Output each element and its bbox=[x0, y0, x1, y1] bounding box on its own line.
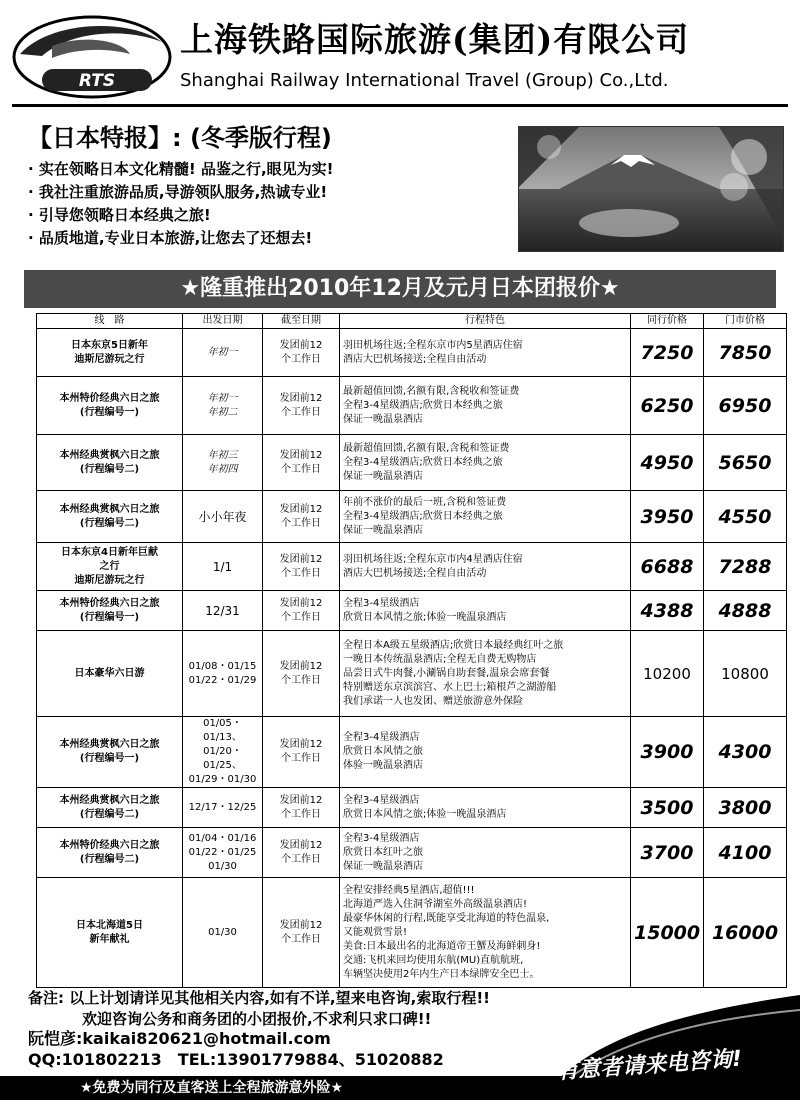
column-header: 行程特色 bbox=[340, 314, 631, 329]
table-row bbox=[37, 329, 787, 377]
column-header: 出发日期 bbox=[183, 314, 263, 329]
cutoff-cell: 发团前12 个工作日 bbox=[263, 631, 340, 717]
company-name-cn: 上海铁路国际旅游(集团)有限公司 bbox=[180, 20, 690, 59]
peer-price-cell: 3500 bbox=[631, 788, 704, 828]
cutoff-cell: 发团前12 个工作日 bbox=[263, 591, 340, 631]
promo-bullet: · 品质地道,专业日本旅游,让您去了还想去! bbox=[28, 227, 334, 250]
table-row bbox=[37, 435, 787, 491]
peer-price-cell: 7250 bbox=[631, 329, 704, 377]
table-row bbox=[37, 591, 787, 631]
retail-price-cell: 4300 bbox=[704, 717, 787, 788]
table-row bbox=[37, 878, 787, 988]
promo-banner: ★隆重推出2010年12月及元月日本团报价★ bbox=[24, 270, 776, 308]
contact-info bbox=[28, 1028, 444, 1070]
cutoff-cell: 发团前12 个工作日 bbox=[263, 435, 340, 491]
table-row bbox=[37, 543, 787, 591]
route-cell: 本州特价经典六日之旅 (行程编号一) bbox=[37, 591, 183, 631]
retail-price-cell: 6950 bbox=[704, 377, 787, 435]
route-cell: 本州经典赏枫六日之旅 (行程编号一) bbox=[37, 717, 183, 788]
table-row bbox=[37, 788, 787, 828]
feature-cell: 全程3-4星级酒店 欣赏日本风情之旅 体验一晚温泉酒店 bbox=[340, 717, 631, 788]
retail-price-cell: 4888 bbox=[704, 591, 787, 631]
feature-cell: 全程日本A级五星级酒店;欣赏日本最经典红叶之旅 一晚日本传统温泉酒店;全程无自费无购物店 品尝日式牛肉餐,小涮锅自助套餐,温泉会席套餐 特别赠送东京滨滨宫、水上巴士;箱根芦之湖游船 我们承诺一人也发团、赠送旅游意外保险 bbox=[340, 631, 631, 717]
route-cell: 本州特价经典六日之旅 (行程编号一) bbox=[37, 377, 183, 435]
header bbox=[0, 0, 800, 112]
promo-bullet: · 实在领略日本文化精髓! 品鉴之行,眼见为实! bbox=[28, 158, 334, 181]
mount-fuji-photo bbox=[518, 126, 784, 252]
peer-price-cell: 3900 bbox=[631, 717, 704, 788]
peer-price-cell: 4950 bbox=[631, 435, 704, 491]
rts-logo bbox=[12, 14, 172, 100]
retail-price-cell: 5650 bbox=[704, 435, 787, 491]
retail-price-cell: 7850 bbox=[704, 329, 787, 377]
contact-qq-tel: QQ:101802213 TEL:13901779884、51020882 bbox=[28, 1050, 444, 1069]
date-cell: 12/31 bbox=[183, 591, 263, 631]
route-cell: 日本东京4日新年巨献 之行 迪斯尼游玩之行 bbox=[37, 543, 183, 591]
company-name-en: Shanghai Railway International Travel (Group) Co.,Ltd. bbox=[180, 70, 669, 91]
column-header: 截至日期 bbox=[263, 314, 340, 329]
date-cell: 01/08・01/15 01/22・01/29 bbox=[183, 631, 263, 717]
retail-price-cell: 16000 bbox=[704, 878, 787, 988]
price-table bbox=[36, 313, 787, 988]
date-cell: 1/1 bbox=[183, 543, 263, 591]
header-divider bbox=[12, 104, 788, 107]
column-header: 门市价格 bbox=[704, 314, 787, 329]
cutoff-cell: 发团前12 个工作日 bbox=[263, 878, 340, 988]
feature-cell: 全程3-4星级酒店 欣赏日本红叶之旅 保证一晚温泉酒店 bbox=[340, 828, 631, 878]
cutoff-cell: 发团前12 个工作日 bbox=[263, 329, 340, 377]
date-cell: 01/30 bbox=[183, 878, 263, 988]
cutoff-cell: 发团前12 个工作日 bbox=[263, 543, 340, 591]
route-cell: 本州经典赏枫六日之旅 (行程编号二) bbox=[37, 788, 183, 828]
retail-price-cell: 4550 bbox=[704, 491, 787, 543]
feature-cell: 全程3-4星级酒店 欣赏日本风情之旅;体验一晚温泉酒店 bbox=[340, 591, 631, 631]
remarks-line-2: 欢迎咨询公务和商务团的小团报价,不求利只求口碑!! bbox=[82, 1010, 432, 1028]
peer-price-cell: 6250 bbox=[631, 377, 704, 435]
cutoff-cell: 发团前12 个工作日 bbox=[263, 717, 340, 788]
feature-cell: 最新超值回馈,名额有限,含税和签证费 全程3-4星级酒店;欣赏日本经典之旅 保证一晚温泉酒店 bbox=[340, 435, 631, 491]
remarks-line-1: 备注: 以上计划请详见其他相关内容,如有不详,望来电咨询,索取行程!! bbox=[28, 989, 491, 1007]
cutoff-cell: 发团前12 个工作日 bbox=[263, 377, 340, 435]
table-row bbox=[37, 717, 787, 788]
retail-price-cell: 10800 bbox=[704, 631, 787, 717]
footer-insurance-note: ★免费为同行及直客送上全程旅游意外险★ bbox=[0, 1076, 620, 1100]
feature-cell: 羽田机场往返;全程东京市内5星酒店住宿 酒店大巴机场接送;全程自由活动 bbox=[340, 329, 631, 377]
promo-bullet: · 引导您领略日本经典之旅! bbox=[28, 204, 334, 227]
route-cell: 本州经典赏枫六日之旅 (行程编号二) bbox=[37, 435, 183, 491]
logo-text: RTS bbox=[78, 71, 116, 91]
route-cell: 本州经典赏枫六日之旅 (行程编号二) bbox=[37, 491, 183, 543]
retail-price-cell: 7288 bbox=[704, 543, 787, 591]
date-cell: 01/05・01/13、 01/20・01/25、 01/29・01/30 bbox=[183, 717, 263, 788]
cutoff-cell: 发团前12 个工作日 bbox=[263, 828, 340, 878]
peer-price-cell: 15000 bbox=[631, 878, 704, 988]
cutoff-cell: 发团前12 个工作日 bbox=[263, 491, 340, 543]
feature-cell: 羽田机场往返;全程东京市内4星酒店住宿 酒店大巴机场接送;全程自由活动 bbox=[340, 543, 631, 591]
route-cell: 日本东京5日新年 迪斯尼游玩之行 bbox=[37, 329, 183, 377]
column-header: 线 路 bbox=[37, 314, 183, 329]
promo-bullet: · 我社注重旅游品质,导游领队服务,热诚专业! bbox=[28, 181, 334, 204]
promo-bullets bbox=[28, 158, 334, 250]
date-cell: 年初三 年初四 bbox=[183, 435, 263, 491]
peer-price-cell: 3950 bbox=[631, 491, 704, 543]
table-row bbox=[37, 491, 787, 543]
peer-price-cell: 3700 bbox=[631, 828, 704, 878]
table-row bbox=[37, 631, 787, 717]
table-row bbox=[37, 828, 787, 878]
date-cell: 年初一 年初二 bbox=[183, 377, 263, 435]
date-cell: 12/17・12/25 bbox=[183, 788, 263, 828]
remarks bbox=[28, 988, 490, 1030]
route-cell: 日本豪华六日游 bbox=[37, 631, 183, 717]
promo-title: 【日本特报】: (冬季版行程) bbox=[28, 124, 332, 152]
peer-price-cell: 4388 bbox=[631, 591, 704, 631]
feature-cell: 全程3-4星级酒店 欣赏日本风情之旅;体验一晚温泉酒店 bbox=[340, 788, 631, 828]
date-cell: 01/04・01/16 01/22・01/25 01/30 bbox=[183, 828, 263, 878]
feature-cell: 全程安排经典5星酒店,超值!!! 北海道严选入住洞爷湖室外高级温泉酒店! 最豪华休闲的行程,既能享受北海道的特色温泉, 又能观赏雪景! 美食:日本最出名的北海道帝王蟹及海鲜刺身! 交通:飞机来回均使用东航(MU)直航航班, 车辆坚决使用2年内生产日本绿牌安全巴士。 bbox=[340, 878, 631, 988]
table-header-row bbox=[37, 314, 787, 329]
route-cell: 本州特价经典六日之旅 (行程编号二) bbox=[37, 828, 183, 878]
date-cell: 小小年夜 bbox=[183, 491, 263, 543]
date-cell: 年初一 bbox=[183, 329, 263, 377]
retail-price-cell: 3800 bbox=[704, 788, 787, 828]
peer-price-cell: 10200 bbox=[631, 631, 704, 717]
feature-cell: 年前不涨价的最后一班,含税和签证费 全程3-4星级酒店;欣赏日本经典之旅 保证一晚温泉酒店 bbox=[340, 491, 631, 543]
peer-price-cell: 6688 bbox=[631, 543, 704, 591]
contact-name-email: 阮恺彦:kaikai820621@hotmail.com bbox=[28, 1029, 331, 1048]
retail-price-cell: 4100 bbox=[704, 828, 787, 878]
table-row bbox=[37, 377, 787, 435]
route-cell: 日本北海道5日 新年献礼 bbox=[37, 878, 183, 988]
call-slogan: 有意者请来电咨询! bbox=[555, 1046, 743, 1085]
feature-cell: 最新超值回馈,名额有限,含税收和签证费 全程3-4星级酒店;欣赏日本经典之旅 保证一晚温泉酒店 bbox=[340, 377, 631, 435]
column-header: 同行价格 bbox=[631, 314, 704, 329]
cutoff-cell: 发团前12 个工作日 bbox=[263, 788, 340, 828]
